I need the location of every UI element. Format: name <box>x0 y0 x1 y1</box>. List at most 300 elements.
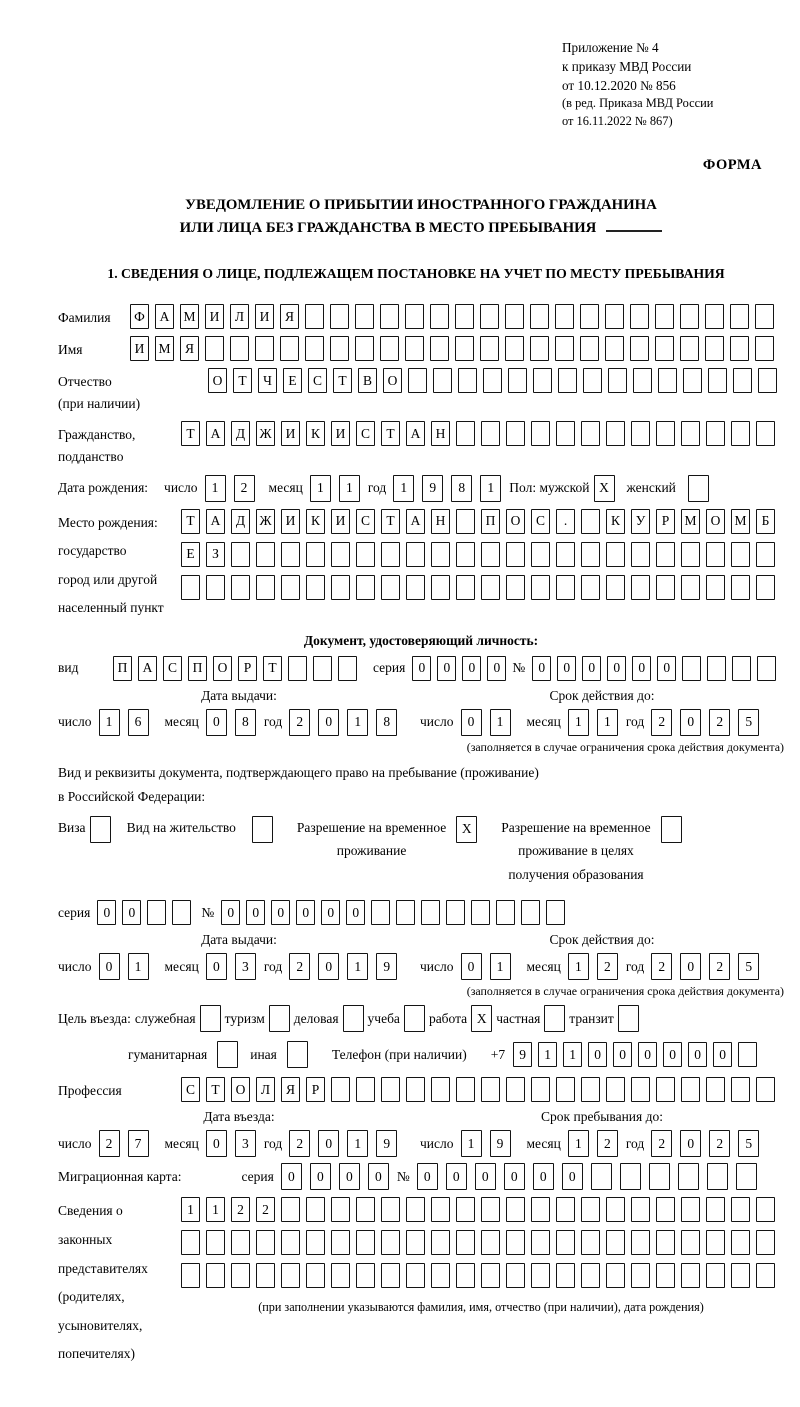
cell[interactable] <box>756 1197 775 1222</box>
cell[interactable]: Л <box>256 1077 275 1102</box>
cell[interactable] <box>681 1263 700 1288</box>
cell[interactable] <box>306 542 325 567</box>
cell[interactable] <box>531 1230 550 1255</box>
cell[interactable]: С <box>181 1077 200 1102</box>
cell[interactable] <box>681 542 700 567</box>
cell[interactable]: 0 <box>271 900 290 925</box>
cell[interactable] <box>496 900 515 925</box>
cell[interactable]: 0 <box>663 1042 682 1067</box>
cell[interactable]: . <box>556 509 575 534</box>
cell[interactable]: Ч <box>258 368 277 393</box>
cell[interactable]: И <box>281 509 300 534</box>
cell[interactable] <box>306 1263 325 1288</box>
cell[interactable]: 2 <box>289 709 310 736</box>
cell[interactable] <box>556 1077 575 1102</box>
cell[interactable]: Б <box>756 509 775 534</box>
cell[interactable] <box>355 336 374 361</box>
cell[interactable]: 2 <box>597 1130 618 1157</box>
cell[interactable]: Р <box>656 509 675 534</box>
cell[interactable] <box>731 1263 750 1288</box>
cell[interactable] <box>506 542 525 567</box>
cell[interactable]: 0 <box>346 900 365 925</box>
cell[interactable] <box>172 900 191 925</box>
cell[interactable] <box>231 542 250 567</box>
cell[interactable]: Я <box>180 336 199 361</box>
cell[interactable] <box>530 304 549 329</box>
cell[interactable] <box>531 1263 550 1288</box>
cell[interactable] <box>706 1077 725 1102</box>
cell[interactable] <box>581 575 600 600</box>
cell[interactable] <box>331 1230 350 1255</box>
cell[interactable]: 0 <box>680 1130 701 1157</box>
cell[interactable]: 0 <box>206 709 227 736</box>
cell[interactable]: П <box>481 509 500 534</box>
cell[interactable] <box>343 1005 364 1032</box>
cell[interactable]: Т <box>381 509 400 534</box>
cell[interactable] <box>381 1263 400 1288</box>
representatives-row1-cells[interactable] <box>181 1197 781 1222</box>
cell[interactable] <box>556 1197 575 1222</box>
cell[interactable] <box>656 1230 675 1255</box>
cell[interactable] <box>756 1263 775 1288</box>
cell[interactable] <box>406 1197 425 1222</box>
cell[interactable]: Я <box>280 304 299 329</box>
cell[interactable] <box>371 900 390 925</box>
cell[interactable]: И <box>331 509 350 534</box>
cell[interactable]: 2 <box>709 1130 730 1157</box>
cell[interactable]: 0 <box>713 1042 732 1067</box>
cell[interactable] <box>381 575 400 600</box>
birth-month-cells[interactable] <box>310 475 368 502</box>
cell[interactable] <box>706 575 725 600</box>
cell[interactable] <box>605 304 624 329</box>
cell[interactable] <box>705 304 724 329</box>
cell[interactable] <box>421 900 440 925</box>
cell[interactable] <box>431 542 450 567</box>
cell[interactable] <box>269 1005 290 1032</box>
cell[interactable]: 0 <box>368 1163 389 1190</box>
cell[interactable] <box>521 900 540 925</box>
cell[interactable]: 5 <box>738 1130 759 1157</box>
cell[interactable]: 0 <box>246 900 265 925</box>
cell[interactable]: 0 <box>532 656 551 681</box>
cell[interactable]: Т <box>181 421 200 446</box>
cell[interactable] <box>380 304 399 329</box>
cell[interactable] <box>256 1230 275 1255</box>
cell[interactable] <box>306 1230 325 1255</box>
cell[interactable]: П <box>113 656 132 681</box>
cell[interactable]: 1 <box>568 709 589 736</box>
migration-series-cells[interactable] <box>281 1163 397 1190</box>
cell[interactable]: 0 <box>582 656 601 681</box>
cell[interactable]: Т <box>206 1077 225 1102</box>
cell[interactable]: К <box>306 509 325 534</box>
cell[interactable]: 2 <box>651 953 672 980</box>
cell[interactable] <box>430 304 449 329</box>
cell[interactable]: 2 <box>597 953 618 980</box>
cell[interactable] <box>231 1230 250 1255</box>
cell[interactable]: П <box>188 656 207 681</box>
cell[interactable]: 8 <box>235 709 256 736</box>
cell[interactable]: А <box>206 509 225 534</box>
cell[interactable] <box>200 1005 221 1032</box>
cell[interactable]: Т <box>233 368 252 393</box>
cell[interactable]: 1 <box>490 709 511 736</box>
cell[interactable] <box>206 575 225 600</box>
cell[interactable]: И <box>205 304 224 329</box>
cell[interactable]: 2 <box>709 953 730 980</box>
cell[interactable] <box>508 368 527 393</box>
entry-year-cells[interactable] <box>289 1130 405 1157</box>
residence-issue-year-cells[interactable] <box>289 953 405 980</box>
cell[interactable]: Ж <box>256 509 275 534</box>
cell[interactable] <box>555 336 574 361</box>
identity-issue-month-cells[interactable] <box>206 709 264 736</box>
cell[interactable] <box>331 1077 350 1102</box>
cell[interactable]: Д <box>231 421 250 446</box>
residence-valid-day-cells[interactable] <box>461 953 519 980</box>
cell[interactable] <box>731 1077 750 1102</box>
cell[interactable]: Е <box>181 542 200 567</box>
cell[interactable]: 0 <box>99 953 120 980</box>
cell[interactable] <box>706 542 725 567</box>
cell[interactable] <box>481 421 500 446</box>
cell[interactable]: С <box>356 509 375 534</box>
cell[interactable] <box>580 304 599 329</box>
cell[interactable]: 0 <box>318 953 339 980</box>
cell[interactable]: 2 <box>256 1197 275 1222</box>
cell[interactable] <box>455 304 474 329</box>
cell[interactable] <box>446 900 465 925</box>
cell[interactable] <box>581 1077 600 1102</box>
cell[interactable] <box>256 542 275 567</box>
stay-month-cells[interactable] <box>568 1130 626 1157</box>
visa-checkbox[interactable] <box>90 816 111 843</box>
cell[interactable] <box>605 336 624 361</box>
residence-permit-checkbox[interactable] <box>252 816 273 843</box>
cell[interactable] <box>631 1197 650 1222</box>
cell[interactable]: 2 <box>651 709 672 736</box>
cell[interactable] <box>331 1197 350 1222</box>
cell[interactable]: 2 <box>709 709 730 736</box>
cell[interactable] <box>682 656 701 681</box>
cell[interactable] <box>205 336 224 361</box>
cell[interactable] <box>431 1077 450 1102</box>
cell[interactable] <box>606 1197 625 1222</box>
cell[interactable] <box>506 1230 525 1255</box>
cell[interactable]: 1 <box>597 709 618 736</box>
cell[interactable]: 8 <box>376 709 397 736</box>
cell[interactable] <box>431 1197 450 1222</box>
cell[interactable]: 0 <box>321 900 340 925</box>
cell[interactable]: Т <box>381 421 400 446</box>
residence-number-cells[interactable] <box>221 900 571 925</box>
cell[interactable]: 7 <box>128 1130 149 1157</box>
cell[interactable] <box>606 421 625 446</box>
cell[interactable] <box>506 421 525 446</box>
cell[interactable] <box>531 1197 550 1222</box>
cell[interactable] <box>656 1263 675 1288</box>
cell[interactable]: 1 <box>205 475 226 502</box>
cell[interactable] <box>631 421 650 446</box>
cell[interactable]: 2 <box>231 1197 250 1222</box>
cell[interactable] <box>756 575 775 600</box>
cell[interactable]: Р <box>306 1077 325 1102</box>
sex-male-checkbox[interactable] <box>594 475 615 502</box>
cell[interactable]: И <box>130 336 149 361</box>
cell[interactable] <box>606 1263 625 1288</box>
cell[interactable] <box>305 336 324 361</box>
cell[interactable] <box>731 1230 750 1255</box>
cell[interactable] <box>756 542 775 567</box>
purpose-business-checkbox[interactable] <box>343 1005 364 1032</box>
cell[interactable]: А <box>138 656 157 681</box>
purpose-humanitarian-checkbox[interactable] <box>217 1041 238 1068</box>
cell[interactable]: X <box>594 475 615 502</box>
cell[interactable] <box>581 421 600 446</box>
cell[interactable]: 0 <box>461 953 482 980</box>
cell[interactable]: 2 <box>289 1130 310 1157</box>
cell[interactable]: С <box>163 656 182 681</box>
cell[interactable]: 0 <box>504 1163 525 1190</box>
cell[interactable] <box>681 1197 700 1222</box>
cell[interactable] <box>506 1197 525 1222</box>
cell[interactable] <box>408 368 427 393</box>
cell[interactable]: 0 <box>588 1042 607 1067</box>
cell[interactable] <box>206 1230 225 1255</box>
cell[interactable] <box>280 336 299 361</box>
cell[interactable] <box>680 336 699 361</box>
purpose-transit-checkbox[interactable] <box>618 1005 639 1032</box>
cell[interactable] <box>380 336 399 361</box>
cell[interactable] <box>730 336 749 361</box>
cell[interactable] <box>331 542 350 567</box>
cell[interactable] <box>306 1197 325 1222</box>
cell[interactable] <box>583 368 602 393</box>
cell[interactable] <box>252 816 273 843</box>
cell[interactable] <box>680 304 699 329</box>
cell[interactable]: С <box>308 368 327 393</box>
cell[interactable] <box>147 900 166 925</box>
cell[interactable] <box>736 1163 757 1190</box>
cell[interactable] <box>581 1263 600 1288</box>
cell[interactable] <box>658 368 677 393</box>
residence-valid-month-cells[interactable] <box>568 953 626 980</box>
cell[interactable]: 0 <box>310 1163 331 1190</box>
cell[interactable] <box>756 1077 775 1102</box>
cell[interactable] <box>546 900 565 925</box>
cell[interactable]: А <box>206 421 225 446</box>
cell[interactable] <box>631 1263 650 1288</box>
cell[interactable] <box>255 336 274 361</box>
cell[interactable] <box>531 542 550 567</box>
cell[interactable] <box>705 336 724 361</box>
firstname-cells[interactable] <box>130 336 780 361</box>
cell[interactable] <box>606 1230 625 1255</box>
cell[interactable]: К <box>306 421 325 446</box>
cell[interactable] <box>606 1077 625 1102</box>
migration-number-cells[interactable] <box>417 1163 765 1190</box>
cell[interactable] <box>505 304 524 329</box>
cell[interactable] <box>356 1230 375 1255</box>
cell[interactable]: И <box>281 421 300 446</box>
cell[interactable] <box>231 1263 250 1288</box>
phone-cells[interactable] <box>513 1042 763 1067</box>
edu-permit-checkbox[interactable] <box>661 816 682 843</box>
cell[interactable]: М <box>731 509 750 534</box>
identity-valid-month-cells[interactable] <box>568 709 626 736</box>
cell[interactable] <box>181 1263 200 1288</box>
cell[interactable]: К <box>606 509 625 534</box>
cell[interactable] <box>431 1230 450 1255</box>
cell[interactable]: 9 <box>376 953 397 980</box>
cell[interactable] <box>458 368 477 393</box>
identity-kind-cells[interactable] <box>113 656 363 681</box>
entry-month-cells[interactable] <box>206 1130 264 1157</box>
cell[interactable]: 0 <box>680 709 701 736</box>
cell[interactable] <box>480 336 499 361</box>
cell[interactable] <box>456 575 475 600</box>
cell[interactable]: Р <box>238 656 257 681</box>
cell[interactable]: 1 <box>206 1197 225 1222</box>
cell[interactable]: 0 <box>97 900 116 925</box>
cell[interactable]: 0 <box>688 1042 707 1067</box>
cell[interactable] <box>533 368 552 393</box>
cell[interactable] <box>506 1263 525 1288</box>
cell[interactable]: А <box>406 421 425 446</box>
cell[interactable] <box>481 542 500 567</box>
cell[interactable] <box>405 304 424 329</box>
cell[interactable] <box>706 421 725 446</box>
cell[interactable] <box>181 575 200 600</box>
cell[interactable] <box>655 304 674 329</box>
cell[interactable] <box>338 656 357 681</box>
cell[interactable] <box>681 575 700 600</box>
cell[interactable] <box>483 368 502 393</box>
cell[interactable] <box>90 816 111 843</box>
cell[interactable]: 0 <box>122 900 141 925</box>
cell[interactable] <box>456 1197 475 1222</box>
cell[interactable] <box>731 421 750 446</box>
cell[interactable]: С <box>531 509 550 534</box>
cell[interactable] <box>404 1005 425 1032</box>
cell[interactable] <box>631 575 650 600</box>
cell[interactable]: 0 <box>296 900 315 925</box>
cell[interactable] <box>330 304 349 329</box>
cell[interactable]: 2 <box>651 1130 672 1157</box>
cell[interactable] <box>406 575 425 600</box>
cell[interactable] <box>217 1041 238 1068</box>
cell[interactable] <box>481 1263 500 1288</box>
cell[interactable] <box>256 1263 275 1288</box>
cell[interactable]: 3 <box>235 953 256 980</box>
cell[interactable] <box>656 575 675 600</box>
cell[interactable]: Н <box>431 421 450 446</box>
cell[interactable]: 0 <box>437 656 456 681</box>
cell[interactable]: И <box>255 304 274 329</box>
cell[interactable] <box>287 1041 308 1068</box>
cell[interactable] <box>681 1077 700 1102</box>
cell[interactable]: 0 <box>533 1163 554 1190</box>
cell[interactable] <box>731 542 750 567</box>
cell[interactable]: Е <box>283 368 302 393</box>
cell[interactable]: 1 <box>568 1130 589 1157</box>
cell[interactable] <box>481 1197 500 1222</box>
cell[interactable]: С <box>356 421 375 446</box>
cell[interactable] <box>706 1263 725 1288</box>
cell[interactable]: 0 <box>318 709 339 736</box>
cell[interactable] <box>556 1263 575 1288</box>
cell[interactable] <box>631 542 650 567</box>
cell[interactable]: А <box>406 509 425 534</box>
cell[interactable]: 1 <box>490 953 511 980</box>
cell[interactable] <box>556 575 575 600</box>
purpose-other-checkbox[interactable] <box>287 1041 308 1068</box>
cell[interactable]: Т <box>181 509 200 534</box>
cell[interactable]: 1 <box>538 1042 557 1067</box>
residence-issue-day-cells[interactable] <box>99 953 157 980</box>
cell[interactable] <box>406 542 425 567</box>
cell[interactable]: 9 <box>422 475 443 502</box>
cell[interactable]: 8 <box>451 475 472 502</box>
cell[interactable] <box>678 1163 699 1190</box>
cell[interactable] <box>661 816 682 843</box>
cell[interactable]: 5 <box>738 709 759 736</box>
cell[interactable]: Н <box>431 509 450 534</box>
cell[interactable]: Ф <box>130 304 149 329</box>
cell[interactable] <box>707 1163 728 1190</box>
cell[interactable]: 0 <box>318 1130 339 1157</box>
cell[interactable] <box>556 421 575 446</box>
purpose-private-checkbox[interactable] <box>544 1005 565 1032</box>
identity-number-cells[interactable] <box>532 656 782 681</box>
residence-series-cells[interactable] <box>97 900 197 925</box>
cell[interactable] <box>606 575 625 600</box>
cell[interactable]: А <box>155 304 174 329</box>
cell[interactable]: 0 <box>461 709 482 736</box>
cell[interactable] <box>456 1230 475 1255</box>
cell[interactable] <box>631 1230 650 1255</box>
cell[interactable] <box>288 656 307 681</box>
cell[interactable] <box>556 542 575 567</box>
cell[interactable] <box>456 542 475 567</box>
cell[interactable]: 0 <box>475 1163 496 1190</box>
cell[interactable] <box>433 368 452 393</box>
cell[interactable] <box>688 475 709 502</box>
cell[interactable] <box>331 575 350 600</box>
cell[interactable] <box>630 304 649 329</box>
cell[interactable] <box>431 1263 450 1288</box>
cell[interactable] <box>531 421 550 446</box>
cell[interactable] <box>356 1263 375 1288</box>
cell[interactable] <box>231 575 250 600</box>
cell[interactable] <box>281 575 300 600</box>
cell[interactable] <box>381 1230 400 1255</box>
cell[interactable]: Ж <box>256 421 275 446</box>
birth-place-row2-cells[interactable] <box>181 542 781 567</box>
cell[interactable] <box>396 900 415 925</box>
cell[interactable] <box>630 336 649 361</box>
cell[interactable]: 0 <box>417 1163 438 1190</box>
cell[interactable] <box>580 336 599 361</box>
cell[interactable]: 0 <box>206 953 227 980</box>
birth-year-cells[interactable] <box>393 475 509 502</box>
cell[interactable]: У <box>631 509 650 534</box>
cell[interactable]: 1 <box>461 1130 482 1157</box>
cell[interactable] <box>356 1197 375 1222</box>
cell[interactable] <box>481 575 500 600</box>
cell[interactable] <box>381 1077 400 1102</box>
